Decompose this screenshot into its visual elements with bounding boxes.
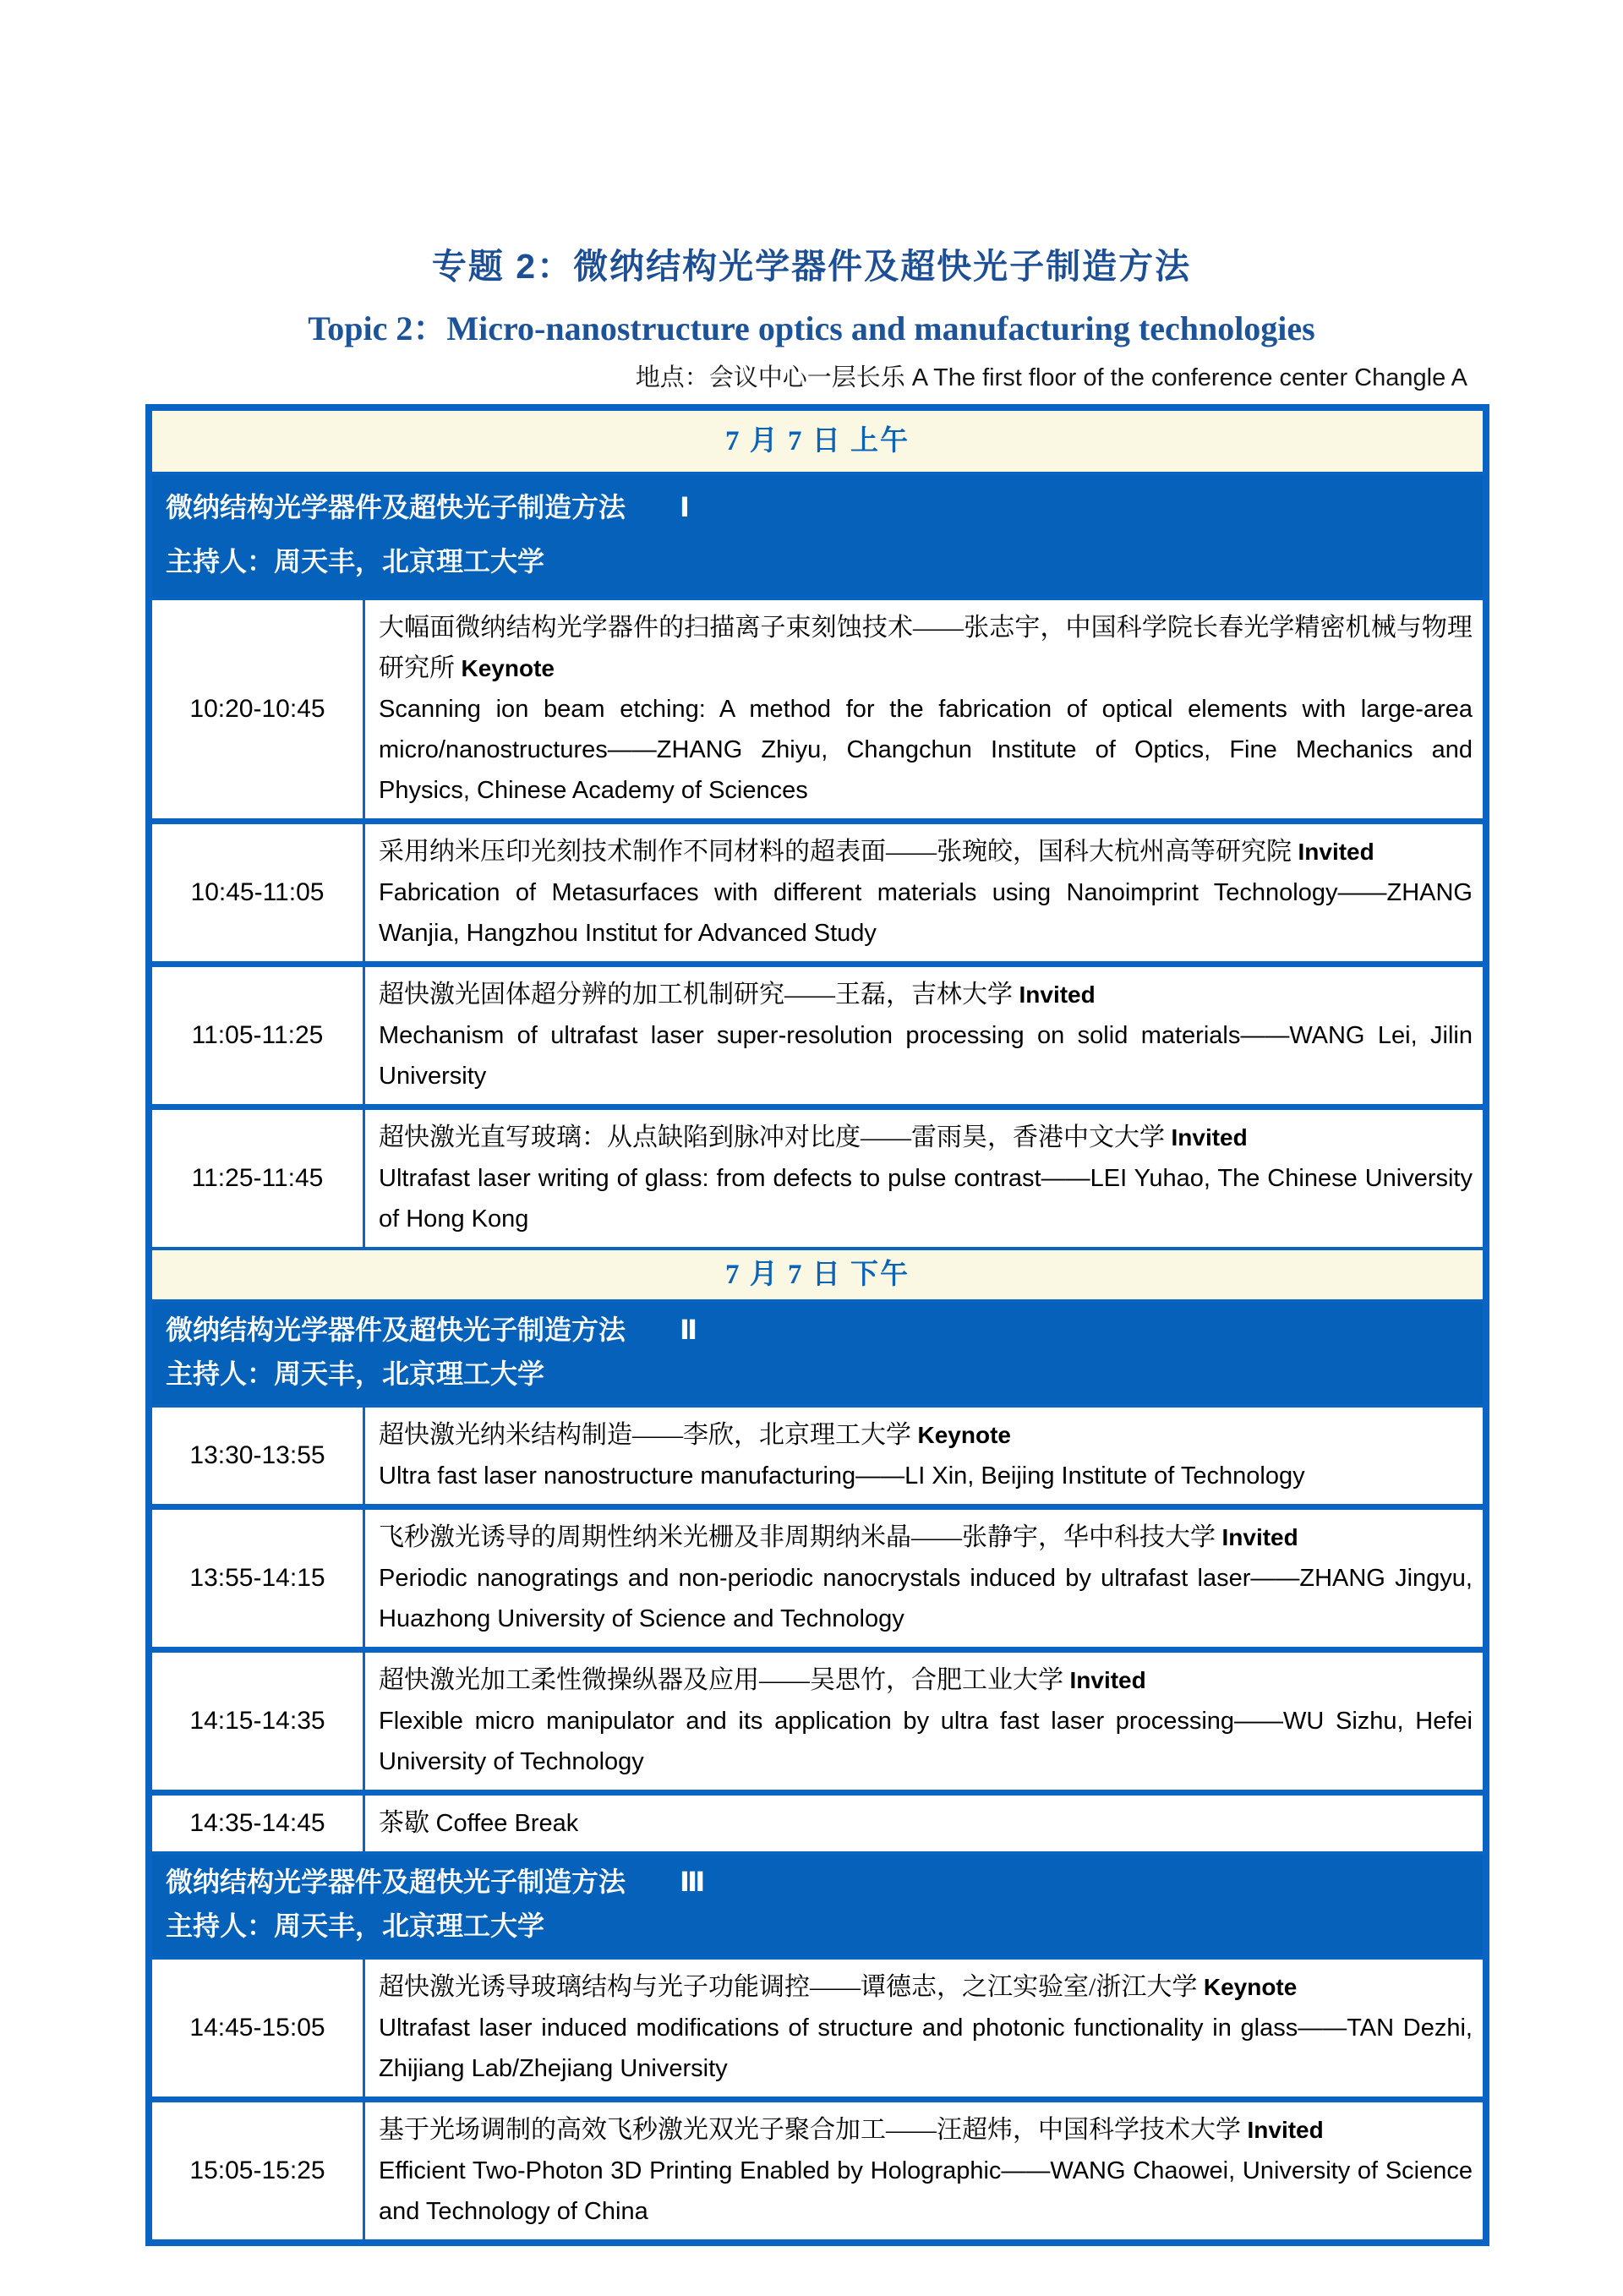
talk-time: 13:30-13:55 [152, 1408, 365, 1504]
talk-time: 13:55-14:15 [152, 1510, 365, 1647]
talk-type-tag: Keynote [1203, 1974, 1298, 2000]
talk-title-en: Scanning ion beam etching: A method for the fabrication of optical elements with large-area micro/nanostructures——ZHANG Zhiyu, Changchun Institute of Optics, Fine Mechanics and Physics, Chinese Academy of Sciences [379, 696, 1473, 804]
session-title: 微纳结构光学器件及超快光子制造方法 Ⅱ [166, 1315, 698, 1345]
talk-row [152, 1956, 1483, 2096]
document-header [0, 0, 1623, 393]
talk-title-zh: 超快激光纳米结构制造——李欣，北京理工大学 Keynote [379, 1421, 1011, 1449]
talk-type-tag: Invited [1247, 2117, 1324, 2143]
talk-details [365, 824, 1483, 961]
talk-title-zh: 大幅面微纳结构光学器件的扫描离子束刻蚀技术——张志宇，中国科学院长春光学精密机械与物理研究所 Keynote [379, 614, 1473, 682]
session-header-row [152, 1851, 1483, 1956]
talk-details [365, 1510, 1483, 1647]
break-row [152, 1790, 1483, 1851]
talk-details [365, 1796, 1483, 1851]
talk-row [152, 1647, 1483, 1790]
talk-details [365, 967, 1483, 1104]
schedule-table [145, 404, 1489, 2246]
talk-type-tag: Invited [1221, 1524, 1298, 1550]
talk-row [152, 961, 1483, 1104]
page-title-en: Topic 2：Micro-nanostructure optics and manufacturing technologies [308, 309, 1315, 347]
day-header-row [152, 1247, 1483, 1299]
talk-title-zh: 飞秒激光诱导的周期性纳米光栅及非周期纳米晶——张静宇，华中科技大学 Invited [379, 1523, 1298, 1551]
talk-title-zh: 茶歇 Coffee Break [379, 1809, 579, 1837]
day-header-label: 7 月 7 日 下午 [725, 1260, 910, 1290]
talk-time: 10:20-10:45 [152, 600, 365, 818]
talk-title-zh: 基于光场调制的高效飞秒激光双光子聚合加工——汪超炜，中国科学技术大学 Invited [379, 2116, 1324, 2144]
day-header-label: 7 月 7 日 上午 [725, 426, 910, 456]
session-header-row [152, 1299, 1483, 1404]
talk-type-tag: Invited [1019, 981, 1096, 1008]
talk-row [152, 1404, 1483, 1504]
talk-row [152, 1504, 1483, 1647]
session-title: 微纳结构光学器件及超快光子制造方法 Ⅰ [166, 492, 690, 522]
talk-title-en: Ultrafast laser induced modifications of structure and photonic functionality in glass——TAN Dezhi, Zhijiang Lab/Zhejiang University [379, 2014, 1473, 2082]
talk-title-en: Coffee Break [435, 1810, 579, 1837]
session-chair: 主持人：周天丰，北京理工大学 [166, 546, 545, 577]
session-header-row [152, 472, 1483, 597]
talk-title-en: Ultrafast laser writing of glass: from defects to pulse contrast——LEI Yuhao, The Chinese University of Hong Kong [379, 1165, 1473, 1233]
talk-time: 14:45-15:05 [152, 1960, 365, 2096]
talk-time: 11:05-11:25 [152, 967, 365, 1104]
talk-title-zh: 超快激光加工柔性微操纵器及应用——吴思竹，合肥工业大学 Invited [379, 1666, 1146, 1694]
talk-title-en: Ultra fast laser nanostructure manufacturing——LI Xin, Beijing Institute of Technology [379, 1462, 1305, 1490]
talk-row [152, 1104, 1483, 1247]
session-chair: 主持人：周天丰，北京理工大学 [166, 1911, 545, 1941]
talk-title-en: Efficient Two-Photon 3D Printing Enabled by Holographic——WANG Chaowei, University of Science and Technology of China [379, 2157, 1473, 2225]
talk-time: 14:15-14:35 [152, 1653, 365, 1790]
talk-time: 10:45-11:05 [152, 824, 365, 961]
talk-title-en: Fabrication of Metasurfaces with different materials using Nanoimprint Technology——ZHANG Wanjia, Hangzhou Institut for Advanced Study [379, 879, 1473, 947]
talk-time: 11:25-11:45 [152, 1110, 365, 1247]
talk-time: 15:05-15:25 [152, 2102, 365, 2239]
talk-row [152, 2096, 1483, 2239]
talk-title-zh: 超快激光直写玻璃：从点缺陷到脉冲对比度——雷雨昊，香港中文大学 Invited [379, 1123, 1248, 1151]
session-chair: 主持人：周天丰，北京理工大学 [166, 1358, 545, 1389]
session-title: 微纳结构光学器件及超快光子制造方法 Ⅲ [166, 1867, 706, 1897]
talk-type-tag: Keynote [461, 655, 555, 681]
talk-title-en: Periodic nanogratings and non-periodic nanocrystals induced by ultrafast laser——ZHANG Jingyu, Huazhong University of Science and Technology [379, 1565, 1473, 1632]
page-title-zh: 专题 2：微纳结构光学器件及超快光子制造方法 [431, 247, 1192, 286]
talk-time: 14:35-14:45 [152, 1796, 365, 1851]
talk-title-zh: 超快激光诱导玻璃结构与光子功能调控——谭德志，之江实验室/浙江大学 Keynote [379, 1973, 1298, 2001]
talk-type-tag: Invited [1298, 839, 1374, 865]
talk-type-tag: Invited [1171, 1124, 1248, 1151]
talk-details [365, 1960, 1483, 2096]
talk-type-tag: Invited [1069, 1667, 1146, 1693]
talk-title-zh: 采用纳米压印光刻技术制作不同材料的超表面——张琬皎，国科大杭州高等研究院 Invited [379, 838, 1374, 866]
talk-title-en: Flexible micro manipulator and its application by ultra fast laser processing——WU Sizhu, Hefei University of Technology [379, 1708, 1473, 1775]
location-line: 地点：会议中心一层长乐 A The first floor of the conference center Changle A [635, 364, 1467, 391]
talk-title-en: Mechanism of ultrafast laser super-resolution processing on solid materials——WANG Lei, Jilin University [379, 1022, 1473, 1090]
talk-details [365, 1408, 1483, 1504]
talk-details [365, 1110, 1483, 1247]
day-header-row [152, 411, 1483, 472]
talk-row [152, 818, 1483, 961]
talk-details [365, 2102, 1483, 2239]
talk-type-tag: Keynote [917, 1422, 1011, 1448]
talk-details [365, 600, 1483, 818]
talk-row [152, 597, 1483, 818]
talk-title-zh: 超快激光固体超分辨的加工机制研究——王磊，吉林大学 Invited [379, 981, 1096, 1009]
talk-details [365, 1653, 1483, 1790]
